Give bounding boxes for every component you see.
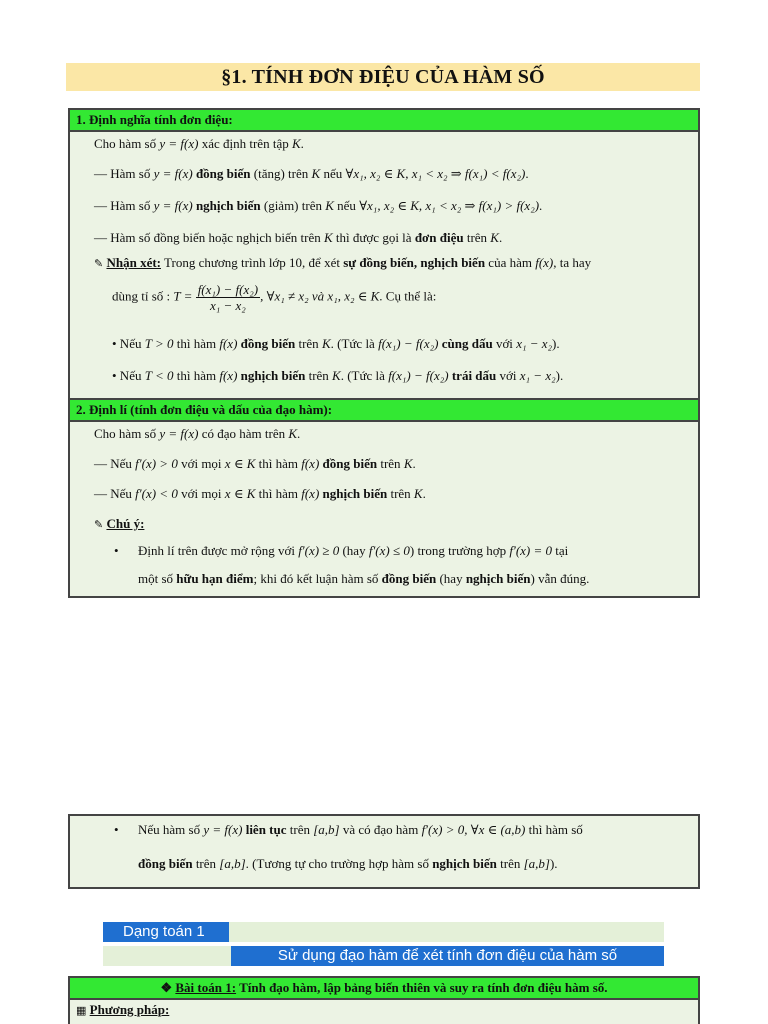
theorem-heading: 2. Định lí (tính đơn điệu và dấu của đạo hàm): [70,400,698,422]
decreasing-definition: — Hàm số y = f(x) nghịch biến (giảm) trên K nếu ∀x₁, x₂ ∈ K, x₁ < x₂ ⇒ f(x₁) > f(x₂). [94,198,543,213]
continuation-box [68,814,700,889]
continuation-line-2: đồng biến trên [a,b]. (Tương tự cho trường hợp hàm số nghịch biến trên [a,b]). [138,856,558,871]
page-title: §1. TÍNH ĐƠN ĐIỆU CỦA HÀM SỐ [66,63,700,91]
continuation-line-1: • Nếu hàm số y = f(x) liên tục trên [a,b] và có đạo hàm f′(x) > 0, ∀x ∈ (a,b) thì hàm số [114,822,583,837]
theorem-intro: Cho hàm số y = f(x) có đạo hàm trên K. [94,426,301,441]
pencil-icon: ✎ [94,518,104,531]
exercise-label: Bài toán 1: [175,980,237,995]
pencil-icon: ✎ [94,257,104,270]
definition-intro: Cho hàm số y = f(x) xác định trên tập K. [94,136,304,151]
exercise-title: Tính đạo hàm, lập bảng biến thiên và suy ra tính đơn điệu hàm số. [236,980,608,995]
theorem-increasing: — Nếu f′(x) > 0 với mọi x ∈ K thì hàm f(x) đồng biến trên K. [94,456,416,471]
problem-type-fill-left [103,946,231,966]
problem-type-description: Sử dụng đạo hàm để xét tính đơn điệu của hàm số [231,946,664,966]
theorem-section [68,398,700,598]
monotone-definition: — Hàm số đồng biến hoặc nghịch biến trên K thì được gọi là đơn điệu trên K. [94,230,503,245]
ratio-line: dùng tỉ số : T = $\frac{\text{f(x₁) − f(x₂)}}{\text{x₁ − x₂}}$ , ∀x₁ ≠ x₂ và x₁, x₂ ∈ K. Cụ thể là: [112,282,437,313]
definition-section [68,108,700,400]
problem-type-fill [229,922,664,942]
problem-type-label: Dạng toán 1 [103,922,229,942]
note-line-1: • Định lí trên được mở rộng với f′(x) ≥ 0 (hay f′(x) ≤ 0) trong trường hợp f′(x) = 0 tại [114,543,569,558]
remark-label: Nhận xét: [106,255,161,270]
note-line-2: một số hữu hạn điểm; khi đó kết luận hàm số đồng biến (hay nghịch biến) vẫn đúng. [138,571,590,586]
ratio-fraction: $\frac{\text{f(x₁) − f(x₂)}}{\text{x₁ − x₂}}$ [197,282,259,313]
bullet-negative: • Nếu T < 0 thì hàm f(x) nghịch biến trên K. (Tức là f(x₁) − f(x₂) trái dấu với x₁ − x₂). [112,368,564,383]
increasing-definition: — Hàm số y = f(x) đồng biến (tăng) trên K nếu ∀x₁, x₂ ∈ K, x₁ < x₂ ⇒ f(x₁) < f(x₂). [94,166,529,181]
book-icon: ▦ [76,1004,87,1017]
definition-heading: 1. Định nghĩa tính đơn điệu: [70,110,698,132]
method-line [70,1000,698,1021]
exercise-box [68,976,700,1024]
diamond-icon: ❖ [160,980,173,995]
bullet-positive: • Nếu T > 0 thì hàm f(x) đồng biến trên K. (Tức là f(x₁) − f(x₂) cùng dấu với x₁ − x₂). [112,336,560,351]
note-label-line [94,516,144,532]
exercise-heading [70,978,698,1000]
remark-line: ✎ Nhận xét: Trong chương trình lớp 10, để xét sự đồng biến, nghịch biến của hàm f(x), ta hay [94,255,592,270]
note-label: Chú ý: [106,516,145,531]
method-label: Phương pháp: [89,1002,170,1017]
theorem-decreasing: — Nếu f′(x) < 0 với mọi x ∈ K thì hàm f(x) nghịch biến trên K. [94,486,426,501]
